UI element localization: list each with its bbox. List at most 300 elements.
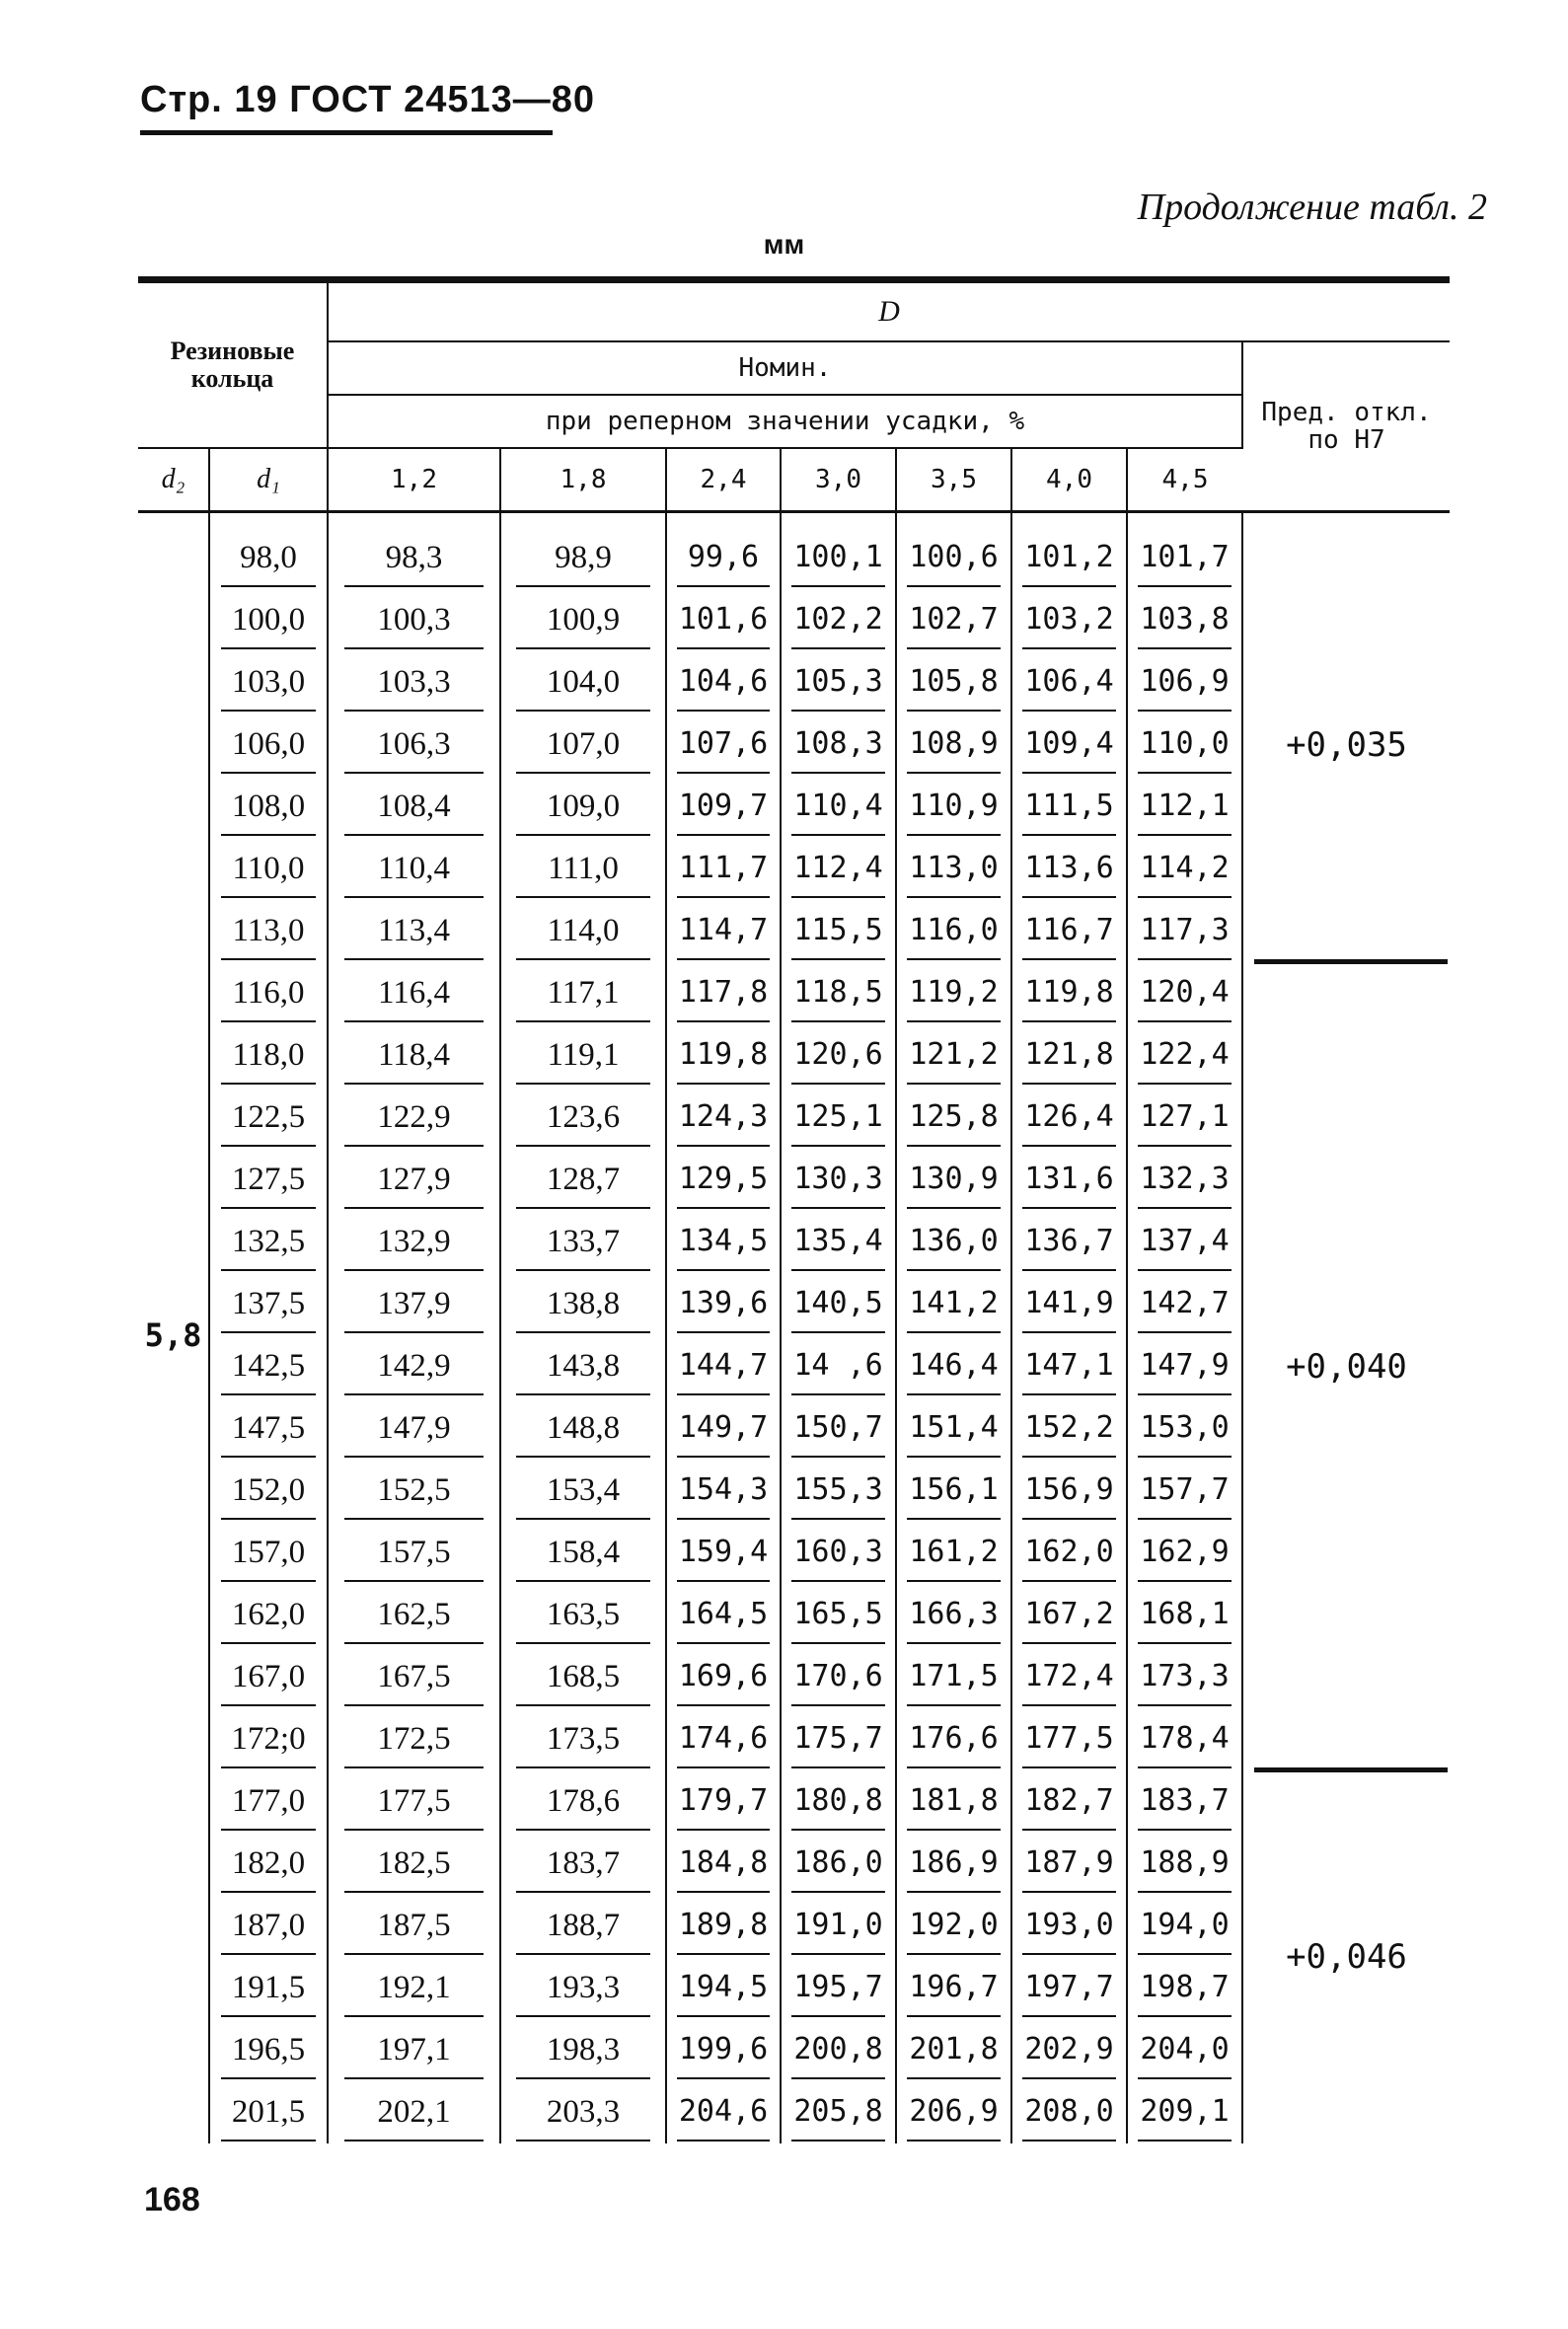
nominal-D-value: 98,9: [516, 530, 650, 587]
nominal-D-cell: [1127, 1024, 1242, 1087]
nominal-D-value: 141,9: [1022, 1276, 1115, 1333]
nominal-D-value: 136,7: [1022, 1214, 1115, 1271]
nominal-D-cell: [1011, 1397, 1127, 1460]
nominal-D-cell: [781, 1522, 896, 1584]
nominal-D-cell: [781, 1273, 896, 1335]
nominal-D-cell: [500, 2019, 666, 2081]
nominal-D-value: 114,0: [516, 903, 650, 960]
nominal-D-value: 147,9: [1138, 1338, 1231, 1395]
nominal-D-cell: [1011, 2019, 1127, 2081]
d1-cell: [209, 838, 328, 900]
nominal-D-value: 205,8: [791, 2084, 884, 2141]
nominal-D-value: 129,5: [677, 1152, 769, 1209]
nominal-D-value: 128,7: [516, 1152, 650, 1209]
nominal-D-cell: [1127, 2081, 1242, 2143]
nominal-D-value: 199,6: [677, 2022, 769, 2079]
nominal-D-value: 138,8: [516, 1276, 650, 1333]
nominal-D-value: 103,3: [344, 654, 485, 712]
nominal-header: Номин.: [328, 341, 1242, 395]
nominal-D-value: 109,4: [1022, 716, 1115, 774]
nominal-D-cell: [328, 900, 500, 962]
nominal-D-cell: [781, 1211, 896, 1273]
shrink-col-header: 2,4: [666, 448, 781, 512]
d1-cell: [209, 1833, 328, 1895]
d1-value: 118,0: [221, 1027, 317, 1085]
nominal-D-value: 208,0: [1022, 2084, 1115, 2141]
nominal-D-cell: [1127, 1957, 1242, 2019]
nominal-D-cell: [328, 1833, 500, 1895]
nominal-D-value: 105,3: [791, 654, 884, 712]
nominal-D-cell: [500, 1335, 666, 1397]
nominal-D-value: 109,0: [516, 779, 650, 836]
table-continuation-label: Продолжение табл. 2: [1137, 187, 1487, 228]
nominal-D-value: 121,8: [1022, 1027, 1115, 1085]
nominal-D-cell: [1011, 1087, 1127, 1149]
page-header: Стр. 19 ГОСТ 24513—80: [140, 79, 596, 120]
shrink-col-header: 4,0: [1011, 448, 1127, 512]
nominal-D-cell: [1011, 714, 1127, 776]
nominal-D-cell: [1011, 1833, 1127, 1895]
nominal-D-value: 124,3: [677, 1089, 769, 1147]
nominal-D-cell: [666, 1957, 781, 2019]
nominal-D-cell: [666, 962, 781, 1024]
nominal-D-cell: [896, 1584, 1011, 1646]
nominal-D-cell: [500, 1211, 666, 1273]
nominal-D-cell: [896, 1522, 1011, 1584]
nominal-D-cell: [1127, 2019, 1242, 2081]
nominal-D-cell: [1011, 1522, 1127, 1584]
nominal-D-cell: [666, 838, 781, 900]
nominal-D-cell: [1011, 1335, 1127, 1397]
nominal-D-cell: [666, 1584, 781, 1646]
nominal-D-cell: [1127, 1522, 1242, 1584]
nominal-D-cell: [500, 1087, 666, 1149]
d1-value: 100,0: [221, 592, 317, 649]
nominal-D-value: 130,9: [907, 1152, 1000, 1209]
nominal-D-cell: [781, 1646, 896, 1708]
nominal-D-cell: [1011, 776, 1127, 838]
nominal-D-cell: [500, 1024, 666, 1087]
nominal-D-cell: [1011, 527, 1127, 589]
nominal-D-value: 137,4: [1138, 1214, 1231, 1271]
nominal-D-cell: [781, 527, 896, 589]
nominal-D-cell: [1127, 589, 1242, 651]
nominal-D-value: 198,7: [1138, 1960, 1231, 2017]
nominal-D-cell: [1011, 1708, 1127, 1770]
nominal-D-cell: [781, 2081, 896, 2143]
nominal-D-value: 147,1: [1022, 1338, 1115, 1395]
nominal-D-value: 118,4: [344, 1027, 485, 1085]
nominal-D-cell: [500, 1397, 666, 1460]
nominal-D-value: 130,3: [791, 1152, 884, 1209]
nominal-D-value: 180,8: [791, 1773, 884, 1831]
d1-value: 142,5: [221, 1338, 317, 1395]
nominal-D-cell: [666, 1895, 781, 1957]
shrink-col-header: 3,0: [781, 448, 896, 512]
nominal-D-value: 166,3: [907, 1587, 1000, 1644]
nominal-D-value: 163,5: [516, 1587, 650, 1644]
nominal-D-value: 106,3: [344, 716, 485, 774]
nominal-D-cell: [1011, 838, 1127, 900]
nominal-D-cell: [328, 589, 500, 651]
nominal-D-value: 99,6: [677, 530, 769, 587]
spacer-row: [138, 512, 1450, 528]
d1-value: 157,0: [221, 1525, 317, 1582]
nominal-D-cell: [666, 776, 781, 838]
nominal-D-cell: [781, 1087, 896, 1149]
rubber-rings-header: Резиновые кольца: [138, 280, 328, 449]
nominal-D-cell: [666, 1024, 781, 1087]
nominal-D-cell: [328, 1460, 500, 1522]
nominal-D-value: 103,8: [1138, 592, 1231, 649]
nominal-D-cell: [1011, 1149, 1127, 1211]
nominal-D-cell: [1127, 1273, 1242, 1335]
nominal-D-cell: [500, 1646, 666, 1708]
nominal-D-value: 108,9: [907, 716, 1000, 774]
nominal-D-value: 132,3: [1138, 1152, 1231, 1209]
nominal-D-cell: [1011, 1895, 1127, 1957]
nominal-D-cell: [328, 527, 500, 589]
nominal-D-value: 178,6: [516, 1773, 650, 1831]
nominal-D-cell: [500, 527, 666, 589]
nominal-D-value: 122,9: [344, 1089, 485, 1147]
nominal-D-value: 104,6: [677, 654, 769, 712]
nominal-D-value: 173,5: [516, 1711, 650, 1768]
nominal-D-cell: [1011, 1024, 1127, 1087]
nominal-D-cell: [1127, 651, 1242, 714]
nominal-D-cell: [328, 1708, 500, 1770]
nominal-D-value: 126,4: [1022, 1089, 1115, 1147]
nominal-D-value: 114,2: [1138, 841, 1231, 898]
nominal-D-cell: [1011, 900, 1127, 962]
nominal-D-value: 178,4: [1138, 1711, 1231, 1768]
shrink-col-header: 1,8: [500, 448, 666, 512]
nominal-D-cell: [328, 651, 500, 714]
table-body: [138, 512, 1450, 2144]
d1-value: 127,5: [221, 1152, 317, 1209]
nominal-D-value: 164,5: [677, 1587, 769, 1644]
nominal-D-value: 194,5: [677, 1960, 769, 2017]
d1-cell: [209, 1273, 328, 1335]
nominal-D-value: 132,9: [344, 1214, 485, 1271]
nominal-D-value: 122,4: [1138, 1027, 1231, 1085]
nominal-D-value: 172,4: [1022, 1649, 1115, 1706]
nominal-D-value: 152,5: [344, 1463, 485, 1520]
d1-cell: [209, 1024, 328, 1087]
d1-cell: [209, 714, 328, 776]
nominal-D-cell: [896, 900, 1011, 962]
nominal-D-cell: [500, 1149, 666, 1211]
nominal-D-cell: [896, 1087, 1011, 1149]
nominal-D-value: 197,7: [1022, 1960, 1115, 2017]
d1-cell: [209, 589, 328, 651]
nominal-D-cell: [781, 1149, 896, 1211]
nominal-D-cell: [666, 714, 781, 776]
nominal-D-value: 100,6: [907, 530, 1000, 587]
nominal-D-cell: [666, 1522, 781, 1584]
nominal-D-cell: [666, 900, 781, 962]
nominal-D-cell: [1127, 1087, 1242, 1149]
nominal-D-cell: [781, 1833, 896, 1895]
nominal-D-cell: [1011, 1646, 1127, 1708]
nominal-D-cell: [666, 1149, 781, 1211]
tolerance-cell: +0,046: [1242, 1770, 1450, 2143]
nominal-D-value: 119,8: [1022, 965, 1115, 1022]
nominal-D-cell: [1127, 1708, 1242, 1770]
nominal-D-value: 102,7: [907, 592, 1000, 649]
nominal-D-cell: [781, 1397, 896, 1460]
nominal-D-cell: [781, 651, 896, 714]
nominal-D-value: 157,5: [344, 1525, 485, 1582]
nominal-D-cell: [328, 1397, 500, 1460]
nominal-D-value: 141,2: [907, 1276, 1000, 1333]
nominal-D-value: 155,3: [791, 1463, 884, 1520]
nominal-D-cell: [500, 776, 666, 838]
nominal-D-value: 170,6: [791, 1649, 884, 1706]
nominal-D-cell: [781, 1957, 896, 2019]
D-header: D: [328, 280, 1450, 342]
nominal-D-cell: [328, 1087, 500, 1149]
nominal-D-value: 182,7: [1022, 1773, 1115, 1831]
d1-cell: [209, 1584, 328, 1646]
nominal-D-cell: [1127, 1460, 1242, 1522]
nominal-D-value: 14 ,6: [791, 1338, 884, 1395]
nominal-D-cell: [1011, 962, 1127, 1024]
d1-value: 98,0: [221, 530, 317, 587]
d2-cell: 5,8: [144, 1316, 202, 1354]
nominal-D-value: 148,8: [516, 1400, 650, 1458]
nominal-D-value: 107,0: [516, 716, 650, 774]
nominal-D-value: 176,6: [907, 1711, 1000, 1768]
nominal-D-value: 175,7: [791, 1711, 884, 1768]
tolerance-cell: +0,040: [1242, 962, 1450, 1770]
d1-value: 106,0: [221, 716, 317, 774]
d1-value: 191,5: [221, 1960, 317, 2017]
nominal-D-cell: [1011, 1460, 1127, 1522]
d1-cell: [209, 2081, 328, 2143]
nominal-D-value: 139,6: [677, 1276, 769, 1333]
nominal-D-value: 186,0: [791, 1836, 884, 1893]
shrink-col-header: 1,2: [328, 448, 500, 512]
nominal-D-value: 123,6: [516, 1089, 650, 1147]
nominal-D-value: 181,8: [907, 1773, 1000, 1831]
nominal-D-value: 116,7: [1022, 903, 1115, 960]
nominal-D-cell: [896, 1460, 1011, 1522]
nominal-D-value: 149,7: [677, 1400, 769, 1458]
nominal-D-cell: [328, 838, 500, 900]
nominal-D-value: 125,1: [791, 1089, 884, 1147]
d1-cell: [209, 1708, 328, 1770]
nominal-D-value: 169,6: [677, 1649, 769, 1706]
nominal-D-value: 177,5: [1022, 1711, 1115, 1768]
nominal-D-value: 162,5: [344, 1587, 485, 1644]
nominal-D-cell: [896, 1646, 1011, 1708]
nominal-D-cell: [328, 776, 500, 838]
nominal-D-cell: [896, 1895, 1011, 1957]
nominal-D-cell: [896, 1833, 1011, 1895]
nominal-D-value: 195,7: [791, 1960, 884, 2017]
nominal-D-value: 189,8: [677, 1898, 769, 1955]
nominal-D-cell: [1127, 1770, 1242, 1833]
nominal-D-cell: [1127, 900, 1242, 962]
nominal-D-value: 100,3: [344, 592, 485, 649]
nominal-D-value: 140,5: [791, 1276, 884, 1333]
nominal-D-value: 156,1: [907, 1463, 1000, 1520]
d1-value: 172;0: [221, 1711, 317, 1768]
nominal-D-value: 188,9: [1138, 1836, 1231, 1893]
nominal-D-value: 203,3: [516, 2084, 650, 2141]
nominal-D-value: 127,9: [344, 1152, 485, 1209]
nominal-D-value: 117,8: [677, 965, 769, 1022]
nominal-D-value: 158,4: [516, 1525, 650, 1582]
nominal-D-cell: [896, 714, 1011, 776]
nominal-D-value: 174,6: [677, 1711, 769, 1768]
nominal-D-value: 110,0: [1138, 716, 1231, 774]
nominal-D-cell: [500, 1522, 666, 1584]
nominal-D-value: 202,1: [344, 2084, 485, 2141]
nominal-D-cell: [1011, 589, 1127, 651]
nominal-D-cell: [666, 1273, 781, 1335]
nominal-D-cell: [500, 900, 666, 962]
nominal-D-value: 184,8: [677, 1836, 769, 1893]
nominal-D-value: 201,8: [907, 2022, 1000, 2079]
nominal-D-cell: [1011, 651, 1127, 714]
nominal-D-value: 147,9: [344, 1400, 485, 1458]
nominal-D-cell: [896, 2019, 1011, 2081]
nominal-D-value: 198,3: [516, 2022, 650, 2079]
nominal-D-value: 111,0: [516, 841, 650, 898]
nominal-D-cell: [328, 1149, 500, 1211]
nominal-D-value: 103,2: [1022, 592, 1115, 649]
nominal-D-value: 113,0: [907, 841, 1000, 898]
d1-cell: [209, 1335, 328, 1397]
nominal-D-value: 142,9: [344, 1338, 485, 1395]
nominal-D-cell: [500, 838, 666, 900]
d1-value: 108,0: [221, 779, 317, 836]
nominal-D-value: 111,5: [1022, 779, 1115, 836]
nominal-D-cell: [666, 1211, 781, 1273]
nominal-D-cell: [1127, 1895, 1242, 1957]
nominal-D-cell: [666, 1708, 781, 1770]
nominal-D-value: 112,4: [791, 841, 884, 898]
nominal-D-cell: [1011, 1957, 1127, 2019]
nominal-D-value: 118,5: [791, 965, 884, 1022]
d1-value: 122,5: [221, 1089, 317, 1147]
nominal-D-value: 160,3: [791, 1525, 884, 1582]
nominal-D-cell: [328, 2019, 500, 2081]
nominal-D-cell: [500, 1957, 666, 2019]
d1-cell: [209, 1646, 328, 1708]
nominal-D-value: 108,4: [344, 779, 485, 836]
nominal-D-cell: [781, 776, 896, 838]
nominal-D-cell: [896, 2081, 1011, 2143]
d1-cell: [209, 1895, 328, 1957]
nominal-D-cell: [666, 1460, 781, 1522]
nominal-D-value: 119,1: [516, 1027, 650, 1085]
nominal-D-value: 101,7: [1138, 530, 1231, 587]
nominal-D-cell: [328, 1273, 500, 1335]
d1-value: 177,0: [221, 1773, 317, 1831]
nominal-D-value: 119,8: [677, 1027, 769, 1085]
nominal-D-cell: [666, 1646, 781, 1708]
d1-value: 113,0: [221, 903, 317, 960]
nominal-D-cell: [781, 589, 896, 651]
nominal-D-cell: [666, 589, 781, 651]
nominal-D-cell: [1011, 1770, 1127, 1833]
nominal-D-cell: [896, 651, 1011, 714]
d1-cell: [209, 1770, 328, 1833]
d1-cell: [209, 2019, 328, 2081]
nominal-D-cell: [1127, 1149, 1242, 1211]
nominal-D-cell: [1127, 1211, 1242, 1273]
nominal-D-cell: [328, 962, 500, 1024]
nominal-D-cell: [896, 1770, 1011, 1833]
d1-cell: [209, 1460, 328, 1522]
nominal-D-value: 120,6: [791, 1027, 884, 1085]
nominal-D-value: 191,0: [791, 1898, 884, 1955]
nominal-D-cell: [896, 1335, 1011, 1397]
nominal-D-cell: [896, 1024, 1011, 1087]
nominal-D-value: 204,0: [1138, 2022, 1231, 2079]
d1-value: 103,0: [221, 654, 317, 712]
nominal-D-cell: [781, 1895, 896, 1957]
nominal-D-cell: [1011, 1273, 1127, 1335]
nominal-D-value: 113,6: [1022, 841, 1115, 898]
nominal-D-value: 135,4: [791, 1214, 884, 1271]
nominal-D-value: 104,0: [516, 654, 650, 712]
nominal-D-value: 204,6: [677, 2084, 769, 2141]
d1-cell: [209, 1957, 328, 2019]
d1-value: 182,0: [221, 1836, 317, 1893]
nominal-D-value: 121,2: [907, 1027, 1000, 1085]
nominal-D-cell: [328, 1024, 500, 1087]
nominal-D-value: 107,6: [677, 716, 769, 774]
nominal-D-value: 100,1: [791, 530, 884, 587]
nominal-D-value: 114,7: [677, 903, 769, 960]
dimensions-table: [138, 276, 1450, 2143]
nominal-D-value: 194,0: [1138, 1898, 1231, 1955]
shrink-col-header: 3,5: [896, 448, 1011, 512]
d1-cell: [209, 900, 328, 962]
nominal-D-value: 110,4: [344, 841, 485, 898]
d1-value: 116,0: [221, 965, 317, 1022]
nominal-D-value: 179,7: [677, 1773, 769, 1831]
table-row: [138, 527, 1450, 589]
d1-cell: [209, 1087, 328, 1149]
page-number: 168: [144, 2181, 200, 2218]
nominal-D-cell: [328, 1646, 500, 1708]
nominal-D-cell: [328, 1957, 500, 2019]
nominal-D-value: 133,7: [516, 1214, 650, 1271]
nominal-D-cell: [781, 900, 896, 962]
nominal-D-cell: [1127, 1397, 1242, 1460]
nominal-D-cell: [781, 2019, 896, 2081]
nominal-D-value: 137,9: [344, 1276, 485, 1333]
nominal-D-cell: [896, 1708, 1011, 1770]
nominal-D-value: 110,9: [907, 779, 1000, 836]
nominal-D-value: 106,4: [1022, 654, 1115, 712]
nominal-D-value: 192,1: [344, 1960, 485, 2017]
nominal-D-value: 117,1: [516, 965, 650, 1022]
nominal-D-cell: [896, 776, 1011, 838]
nominal-D-value: 111,7: [677, 841, 769, 898]
nominal-D-cell: [500, 1833, 666, 1895]
nominal-D-value: 136,0: [907, 1214, 1000, 1271]
nominal-D-cell: [781, 1335, 896, 1397]
nominal-D-value: 153,4: [516, 1463, 650, 1520]
nominal-D-cell: [500, 1708, 666, 1770]
nominal-D-value: 182,5: [344, 1836, 485, 1893]
